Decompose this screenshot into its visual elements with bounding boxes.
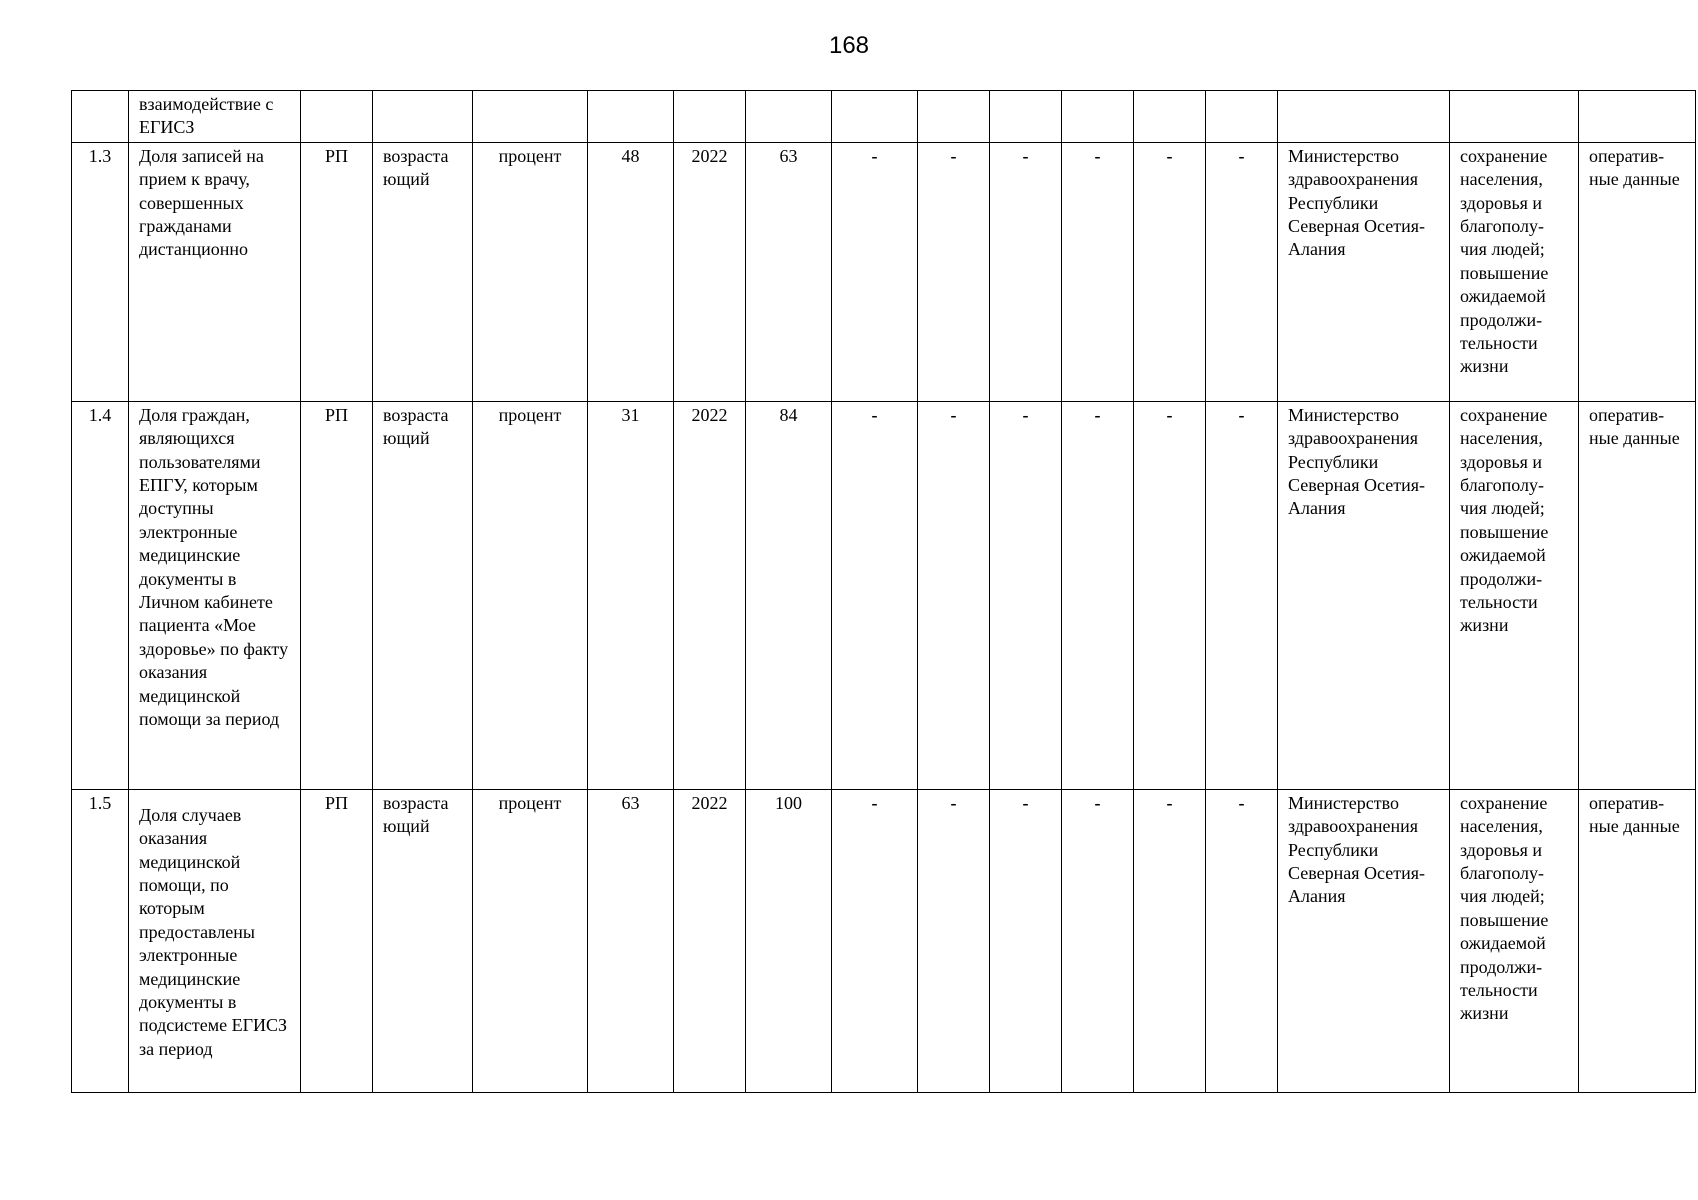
cell-level xyxy=(301,91,373,143)
cell-base-year: 2022 xyxy=(674,142,746,401)
cell-source: оператив-ные данные xyxy=(1579,401,1696,789)
cell-base-year: 2022 xyxy=(674,401,746,789)
cell-level: РП xyxy=(301,401,373,789)
table-row xyxy=(72,142,1696,401)
cell-trend: возраста ющий xyxy=(373,142,473,401)
cell-period-5 xyxy=(1134,91,1206,143)
cell-period-4 xyxy=(1062,91,1134,143)
cell-target xyxy=(746,91,832,143)
cell-period-1: - xyxy=(832,789,918,1092)
cell-period-6: - xyxy=(1206,401,1278,789)
cell-period-1: - xyxy=(832,401,918,789)
cell-source xyxy=(1579,91,1696,143)
cell-target: 84 xyxy=(746,401,832,789)
cell-period-6: - xyxy=(1206,789,1278,1092)
cell-period-2: - xyxy=(918,401,990,789)
cell-period-3: - xyxy=(990,789,1062,1092)
cell-source: оператив-ные данные xyxy=(1579,789,1696,1092)
cell-period-4: - xyxy=(1062,401,1134,789)
cell-period-2 xyxy=(918,91,990,143)
cell-period-3: - xyxy=(990,142,1062,401)
cell-period-3: - xyxy=(990,401,1062,789)
cell-unit: процент xyxy=(473,142,588,401)
cell-period-5: - xyxy=(1134,142,1206,401)
cell-name: взаимодействие с ЕГИСЗ xyxy=(129,91,301,143)
cell-target: 63 xyxy=(746,142,832,401)
table-row xyxy=(72,91,1696,143)
cell-name: Доля записей на прием к врачу, совершенных гражданами дистанционно xyxy=(129,142,301,401)
cell-base-year: 2022 xyxy=(674,789,746,1092)
cell-source: оператив-ные данные xyxy=(1579,142,1696,401)
cell-period-5: - xyxy=(1134,789,1206,1092)
cell-goal-link: сохранение населения, здоровья и благополу-чия людей; повышение ожидаемой продолжи-тельности жизни xyxy=(1450,789,1579,1092)
cell-name: Доля граждан, являющихся пользователями ЕПГУ, которым доступны электронные медицинские документы в Личном кабинете пациента «Мое здоровье» по факту оказания медицинской помощи за период xyxy=(129,401,301,789)
indicators-table xyxy=(71,90,1696,1093)
cell-period-1 xyxy=(832,91,918,143)
cell-level: РП xyxy=(301,142,373,401)
cell-goal-link: сохранение населения, здоровья и благополу-чия людей; повышение ожидаемой продолжи-тельности жизни xyxy=(1450,142,1579,401)
cell-unit: процент xyxy=(473,401,588,789)
cell-trend: возраста ющий xyxy=(373,789,473,1092)
page-number: 168 xyxy=(828,32,870,59)
cell-period-6: - xyxy=(1206,142,1278,401)
cell-num: 1.3 xyxy=(72,142,129,401)
cell-period-2: - xyxy=(918,789,990,1092)
cell-period-3 xyxy=(990,91,1062,143)
cell-num: 1.4 xyxy=(72,401,129,789)
cell-goal-link xyxy=(1450,91,1579,143)
cell-period-4: - xyxy=(1062,142,1134,401)
cell-target: 100 xyxy=(746,789,832,1092)
cell-responsible: Министерство здравоохранения Республики Северная Осетия-Алания xyxy=(1278,142,1450,401)
cell-period-5: - xyxy=(1134,401,1206,789)
cell-period-2: - xyxy=(918,142,990,401)
table-row xyxy=(72,401,1696,789)
cell-name: Доля случаев оказания медицинской помощи, по которым предоставлены электронные медицинские документы в подсистеме ЕГИСЗ за период xyxy=(129,789,301,1092)
cell-unit: процент xyxy=(473,789,588,1092)
cell-period-1: - xyxy=(832,142,918,401)
cell-base-value: 63 xyxy=(588,789,674,1092)
cell-period-4: - xyxy=(1062,789,1134,1092)
cell-trend xyxy=(373,91,473,143)
cell-num: 1.5 xyxy=(72,789,129,1092)
cell-num xyxy=(72,91,129,143)
cell-responsible xyxy=(1278,91,1450,143)
cell-level: РП xyxy=(301,789,373,1092)
cell-responsible: Министерство здравоохранения Республики Северная Осетия-Алания xyxy=(1278,789,1450,1092)
cell-period-6 xyxy=(1206,91,1278,143)
cell-base-value: 48 xyxy=(588,142,674,401)
cell-goal-link: сохранение населения, здоровья и благополу-чия людей; повышение ожидаемой продолжи-тельности жизни xyxy=(1450,401,1579,789)
cell-unit xyxy=(473,91,588,143)
cell-base-year xyxy=(674,91,746,143)
table-row xyxy=(72,789,1696,1092)
cell-trend: возраста ющий xyxy=(373,401,473,789)
cell-responsible: Министерство здравоохранения Республики Северная Осетия-Алания xyxy=(1278,401,1450,789)
cell-base-value: 31 xyxy=(588,401,674,789)
cell-base-value xyxy=(588,91,674,143)
